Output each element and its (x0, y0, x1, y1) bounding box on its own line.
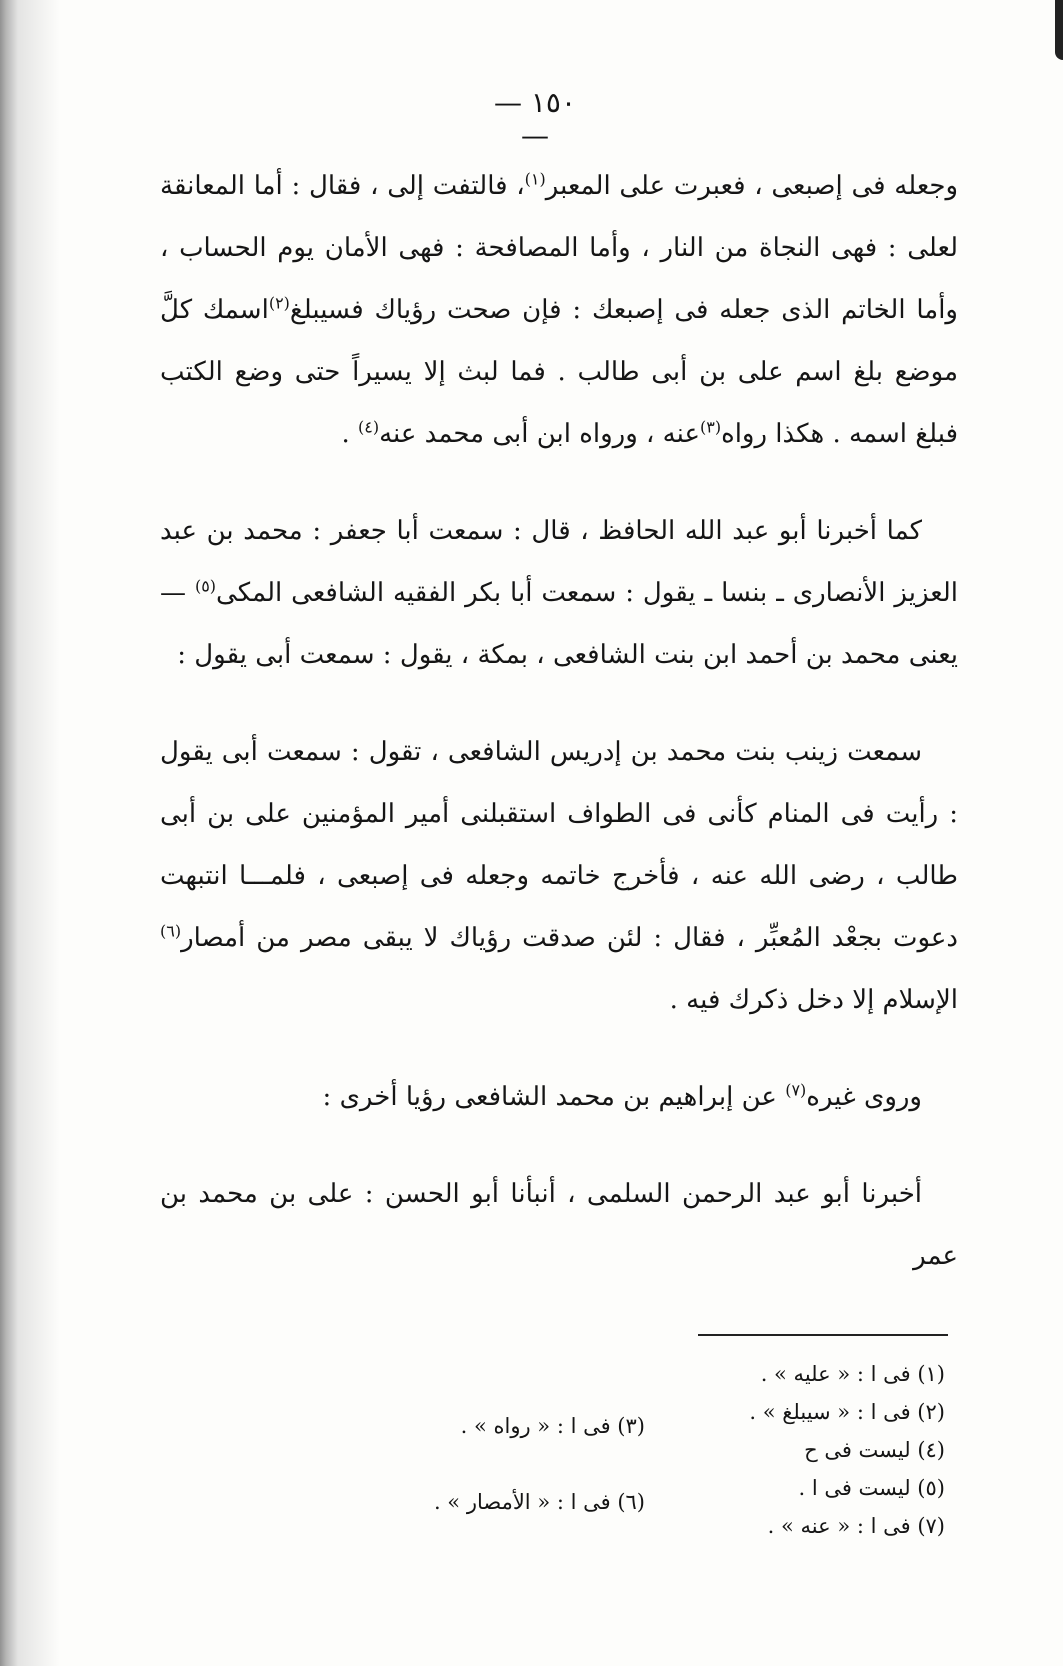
footnote-ref: (٤) (358, 417, 380, 437)
footnote-ref: (٦) (160, 921, 182, 941)
footnote-separator (698, 1334, 948, 1336)
paragraph-2 (160, 500, 958, 686)
footnotes (125, 1362, 945, 1592)
text-segment: الإسلام إلا دخل ذكرك فيه . (669, 985, 958, 1015)
footnote-4: (٤) ليست فى ح (804, 1438, 945, 1462)
scan-shadow-right (1055, 0, 1063, 60)
text-segment: ، فالتفت إلى ، فقال : أما المعانقة لعلى : فهى النجاة من النار ، وأما المصافحة : فهى الأمان يوم الحساب ، وأما الخاتم الذى جعله فى إصبعك : فإن صحت رؤياك فسيبلغ (160, 171, 958, 325)
footnote-3: (٣) فى ا : « رواه » . (460, 1414, 645, 1438)
paragraph-3 (160, 721, 958, 1031)
paragraph-4 (160, 1066, 958, 1128)
text-segment: — يعنى محمد بن أحمد ابن بنت الشافعى ، بمكة ، يقول : سمعت أبى يقول : (160, 578, 958, 670)
footnote-ref: (٧) (785, 1080, 807, 1100)
page-number: — ١٥٠ — (493, 86, 577, 152)
text-segment: وروى غيره (806, 1082, 922, 1112)
text-segment: عنه ، ورواه ابن أبى محمد عنه (379, 419, 700, 449)
text-segment: كما أخبرنا أبو عبد الله الحافظ ، قال : سمعت أبا جعفر : محمد بن عبد العزيز الأنصارى ـ بنسا ـ يقول : سمعت أبا بكر الفقيه الشافعى المكى (160, 516, 958, 608)
text-segment: . (341, 419, 359, 449)
footnote-1: (١) فى ا : « عليه » . (760, 1362, 945, 1386)
text-segment: أخبرنا أبو عبد الرحمن السلمى ، أنبأنا أبو الحسن : على بن محمد بن عمر (160, 1179, 958, 1271)
text-segment: سمعت زينب بنت محمد بن إدريس الشافعى ، تقول : سمعت أبى يقول : رأيت فى المنام كأنى فى الطواف استقبلنى أمير المؤمنين على بن أبى طالب ، رضى الله عنه ، فأخرج خاتمه وجعله فى إصبعى ، فلمـــا انتبهت دعوت بجعْد المُعبِّر ، فقال : لئن صدقت رؤياك لا يبقى مصر من أمصار (160, 737, 958, 953)
footnote-7: (٧) فى ا : « عنه » . (767, 1514, 945, 1538)
footnote-5: (٥) ليست فى ا . (798, 1476, 945, 1500)
footnote-ref: (٢) (268, 293, 290, 313)
scan-shadow-left (0, 0, 60, 1666)
text-segment: عن إبراهيم بن محمد الشافعى رؤيا أخرى : (322, 1082, 786, 1112)
text-segment: وجعله فى إصبعى ، فعبرت على المعبر (545, 171, 958, 201)
paragraph-1 (160, 155, 958, 465)
text-segment: اسمك كلَّ موضع بلغ اسم على بن أبى طالب . فما لبث إلا يسيراً حتى وضع الكتب فبلغ اسمه . هكذا رواه (160, 295, 958, 449)
footnote-ref: (٥) (194, 576, 217, 596)
footnote-6: (٦) فى ا : « الأمصار » . (433, 1490, 645, 1514)
main-text (160, 155, 958, 1287)
footnote-2: (٢) فى ا : « سيبلغ » . (749, 1400, 945, 1424)
footnote-ref: (٣) (699, 417, 722, 437)
paragraph-5 (160, 1163, 958, 1287)
footnote-ref: (١) (524, 169, 546, 189)
